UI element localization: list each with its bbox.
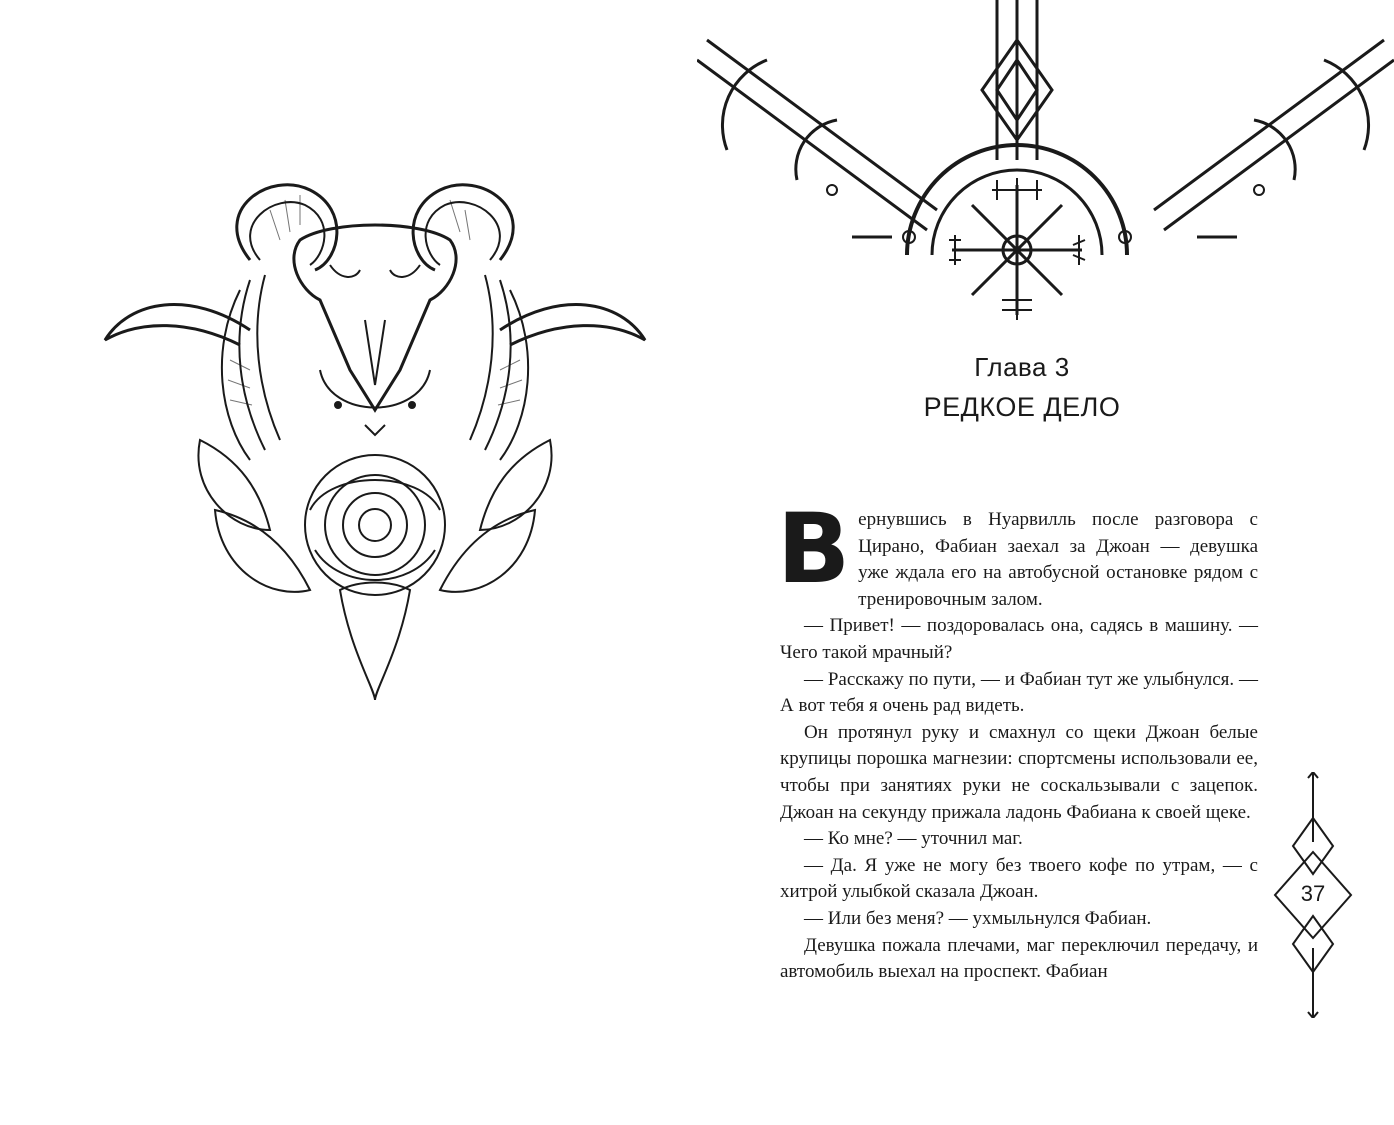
paragraph-3: — Расскажу по пути, — и Фабиан тут же улыбнулся. — А вот тебя я очень рад видеть.	[780, 668, 1258, 717]
paragraph-7: — Или без меня? — ухмыльнулся Фабиан.	[804, 907, 1152, 929]
chapter-title: РЕДКОЕ ДЕЛО	[923, 392, 1121, 422]
paragraph-6: — Да. Я уже не могу без твоего кофе по утрам, — с хитрой улыбкой сказала Джоан.	[780, 854, 1258, 903]
paragraph-text: ернувшись в Нуарвилль после разговора с Цирано, Фабиан заехал за Джоан — девушка уже ждала его на автобусной остановке рядом с тренировочным залом.	[858, 509, 1258, 610]
chapter-number: Глава 3	[974, 352, 1070, 382]
right-page	[697, 0, 1394, 1125]
paragraph-4: Он протянул руку и смахнул со щеки Джоан белые крупицы порошка магнезии: спортсмены использовали ее, чтобы при занятиях руки не соскальзывали с зацепок. Джоан на секунду прижала ладонь Фабиана к своей щеке.	[780, 721, 1258, 823]
paragraph-8: Девушка пожала плечами, маг переключил передачу, и автомобиль выехал на проспект. Фабиан	[780, 934, 1258, 983]
drop-cap-letter: В	[777, 493, 851, 605]
ram-skull-illustration-icon	[100, 170, 650, 710]
paragraph-1	[777, 493, 1258, 613]
page-number: 37	[1300, 881, 1326, 906]
paragraph-2: — Привет! — поздоровалась она, садясь в машину. — Чего такой мрачный?	[780, 615, 1258, 663]
chapter-body-text	[777, 493, 1258, 986]
vegvisir-compass-ornament-icon	[697, 0, 1394, 330]
paragraph-5: — Ко мне? — уточнил маг.	[804, 828, 1023, 850]
